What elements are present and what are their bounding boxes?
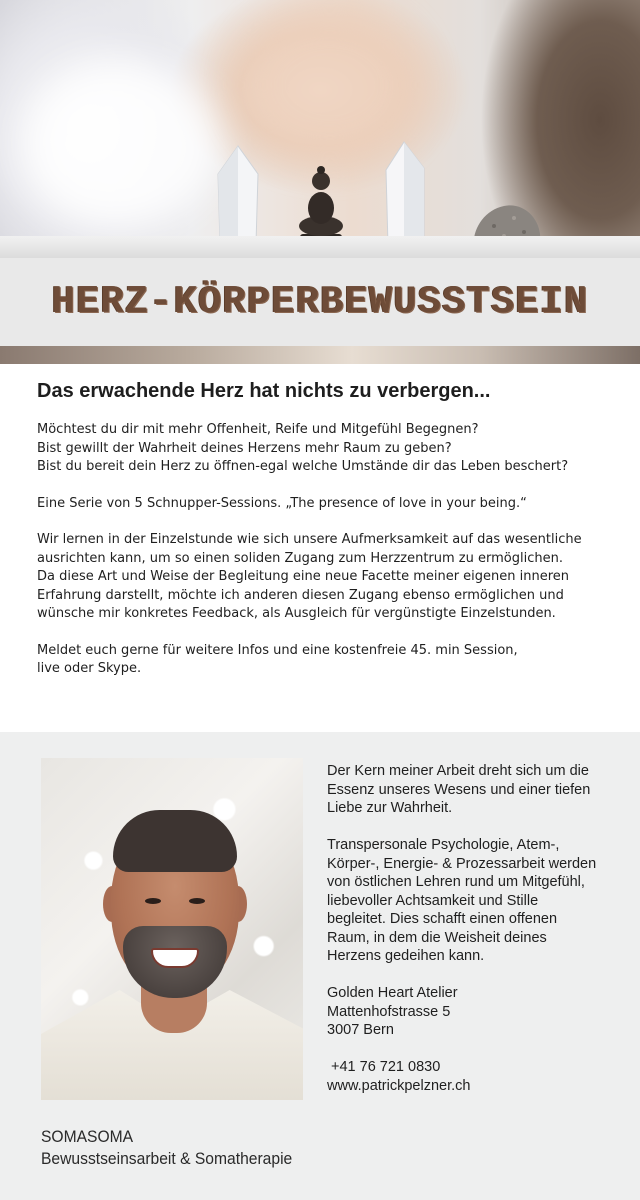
details-line: Da diese Art und Weise der Begleitung eine neue Facette meiner eigenen inneren <box>37 569 570 584</box>
method-line: begleitet. Dies schafft einen offenen <box>327 911 558 927</box>
method-line: Raum, in dem die Weisheit deines <box>327 929 547 946</box>
portrait-hair <box>113 810 237 872</box>
crystal-right <box>382 140 430 246</box>
website-link[interactable]: www.patrickpelzner.ch <box>327 1077 471 1094</box>
address-block <box>327 984 627 1040</box>
intro-line: Bist du bereit dein Herz zu öffnen-egal welche Umstände dir das Leben beschert? <box>37 459 569 474</box>
brand-tagline: Bewusstseinsarbeit & Somatherapie <box>41 1149 293 1168</box>
details-line: Wir lernen in der Einzelstunde wie sich unsere Aufmerksamkeit auf das wesentliche <box>37 532 582 547</box>
details-line: Erfahrung darstellt, möchte ich anderen diesen Zugang ebenso ermöglichen und <box>37 587 564 603</box>
hero-image <box>0 0 640 258</box>
intro-line: Möchtest du dir mit mehr Offenheit, Reife und Mitgefühl Begegnen? <box>37 422 479 437</box>
portrait-eye <box>145 898 161 904</box>
headline: Das erwachende Herz hat nichts zu verbergen... <box>37 380 491 402</box>
intro-line: Bist gewillt der Wahrheit deines Herzens mehr Raum zu geben? <box>37 440 452 456</box>
about-paragraph <box>327 762 627 818</box>
title-band <box>0 258 640 346</box>
brand-name: SOMASOMA <box>41 1127 134 1146</box>
address-city: 3007 Bern <box>327 1022 394 1038</box>
profile-text <box>327 762 627 1114</box>
contact-block <box>327 1058 627 1095</box>
main-content <box>37 380 627 697</box>
intro-paragraph <box>37 421 627 477</box>
series-line: Eine Serie von 5 Schnupper-Sessions. „The presence of love in your being.“ <box>37 495 527 511</box>
portrait-eye <box>189 898 205 904</box>
brand-block <box>41 1126 314 1170</box>
smoke-cloud <box>240 10 420 160</box>
method-line: Körper-, Energie- & Prozessarbeit werden <box>327 855 597 872</box>
page-title: HERZ-KÖRPERBEWUSSTSEIN <box>51 280 589 324</box>
shelf <box>0 236 640 258</box>
series-paragraph <box>37 495 627 514</box>
method-line: Transpersonale Psychologie, Atem-, <box>327 837 560 853</box>
image-strip <box>0 346 640 364</box>
portrait-photo <box>41 758 303 1100</box>
details-line: ausrichten kann, um so einen soliden Zugang zum Herzzentrum zu ermöglichen. <box>37 550 563 566</box>
address-street: Mattenhofstrasse 5 <box>327 1003 451 1020</box>
about-line: Der Kern meiner Arbeit dreht sich um die <box>327 763 589 779</box>
call-line: Meldet euch gerne für weitere Infos und eine kostenfreie 45. min Session, <box>37 642 518 658</box>
about-line: Essenz unseres Wesens und einer tiefen <box>327 781 591 798</box>
call-paragraph <box>37 642 627 679</box>
phone-number[interactable]: +41 76 721 0830 <box>331 1059 441 1075</box>
details-paragraph <box>37 531 627 624</box>
crystal-left <box>212 144 264 244</box>
about-line: Liebe zur Wahrheit. <box>327 800 453 816</box>
address-name: Golden Heart Atelier <box>327 985 458 1001</box>
method-line: Herzens gedeihen kann. <box>327 948 485 964</box>
method-paragraph <box>327 836 627 966</box>
method-line: liebevoller Achtsamkeit und Stille <box>327 892 539 909</box>
crystal-cluster <box>20 60 220 230</box>
call-line: live oder Skype. <box>37 661 142 676</box>
method-line: von östlichen Lehren rund um Mitgefühl, <box>327 874 585 890</box>
profile-section <box>0 732 640 1200</box>
details-line: wünsche mir konkretes Feedback, als Ausgleich für vergünstigte Einzelstunden. <box>37 606 556 621</box>
